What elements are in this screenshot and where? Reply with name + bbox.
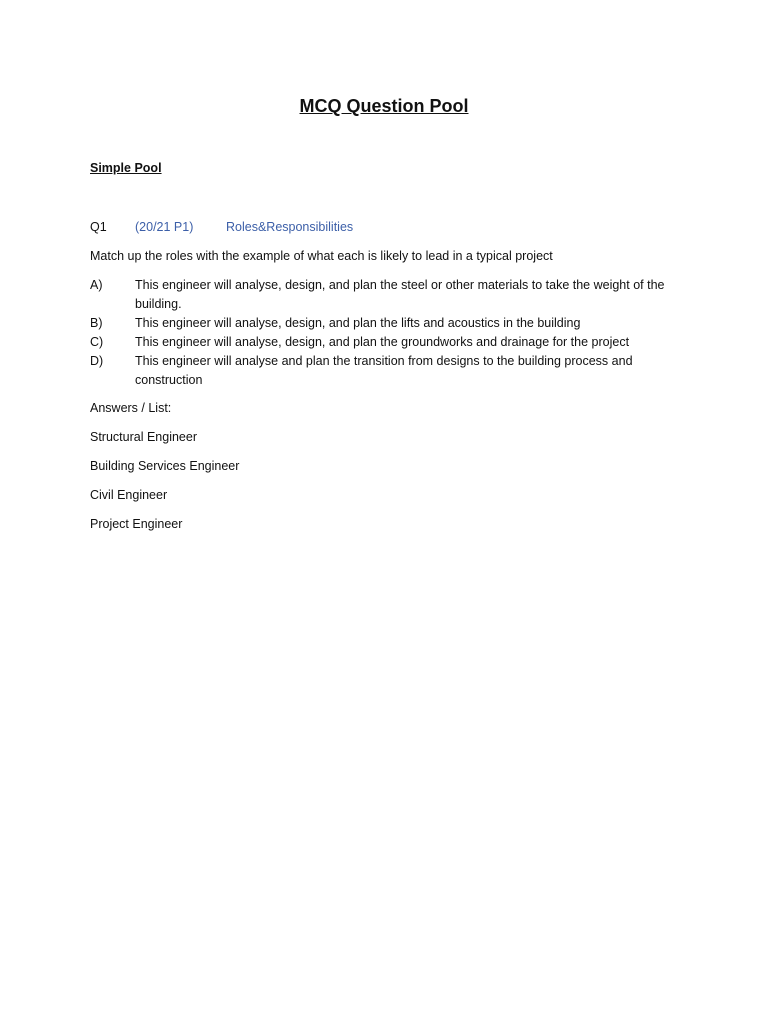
option-text: This engineer will analyse, design, and plan the groundworks and drainage for the project bbox=[135, 335, 630, 349]
answer-item: Civil Engineer bbox=[90, 488, 168, 502]
document-title: MCQ Question Pool bbox=[299, 96, 469, 116]
question-number: Q1 bbox=[90, 220, 107, 234]
answer-item: Building Services Engineer bbox=[90, 459, 240, 473]
option-text: This engineer will analyse, design, and plan the lifts and acoustics in the building bbox=[135, 316, 581, 330]
question-session: (20/21 P1) bbox=[135, 220, 194, 234]
option-letter: C) bbox=[90, 335, 104, 349]
option-text: This engineer will analyse, design, and plan the steel or other materials to take the weight of the building. bbox=[135, 278, 665, 311]
option-letter: B) bbox=[90, 316, 103, 330]
option-letter: A) bbox=[90, 278, 103, 292]
answers-list bbox=[90, 428, 239, 544]
answers-label: Answers / List: bbox=[90, 401, 172, 415]
option-text: This engineer will analyse and plan the transition from designs to the building process and construction bbox=[135, 354, 633, 387]
answer-item: Structural Engineer bbox=[90, 430, 198, 444]
question-header bbox=[90, 218, 690, 236]
option-b bbox=[90, 314, 690, 333]
section-heading: Simple Pool bbox=[90, 161, 162, 175]
options-list bbox=[90, 276, 690, 390]
question-prompt: Match up the roles with the example of what each is likely to lead in a typical project bbox=[90, 249, 553, 263]
option-a bbox=[90, 276, 690, 314]
option-d bbox=[90, 352, 690, 390]
question-topic: Roles&Responsibilities bbox=[226, 220, 354, 234]
option-letter: D) bbox=[90, 354, 104, 368]
option-c bbox=[90, 333, 690, 352]
answer-item: Project Engineer bbox=[90, 517, 183, 531]
